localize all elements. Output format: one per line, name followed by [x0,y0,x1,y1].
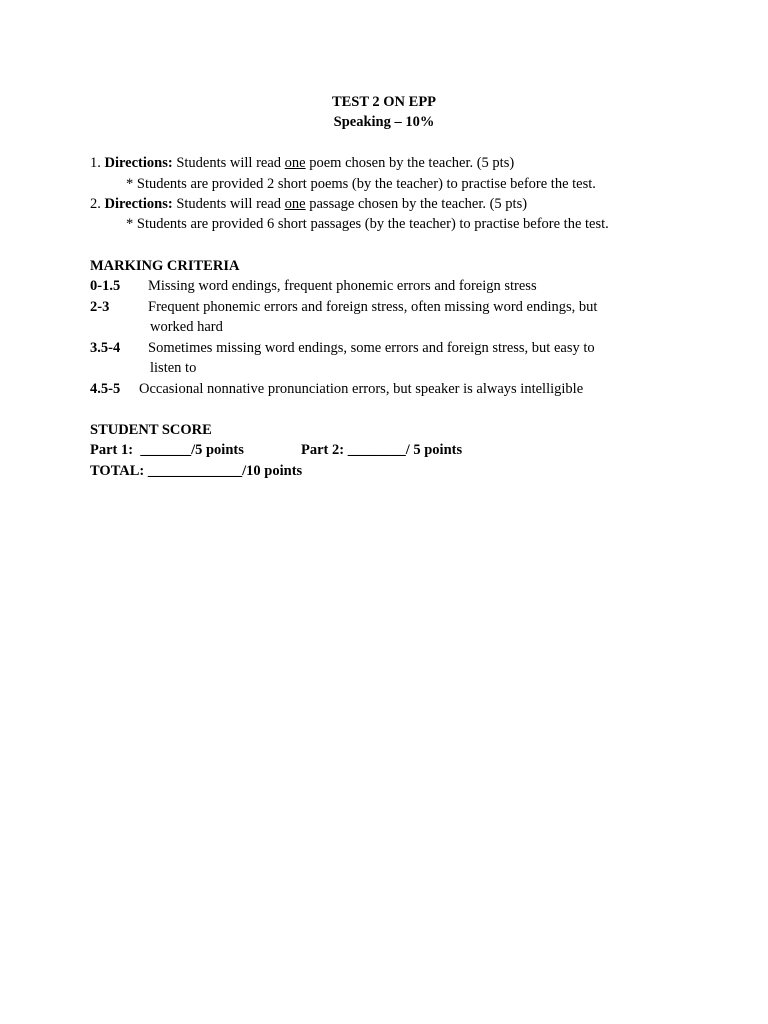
criteria-description-continued: listen to [150,360,197,376]
criteria-range: 0-1.5 [90,278,121,294]
direction-1 [90,153,514,173]
direction-text: poem chosen by the teacher. (5 pts) [305,155,515,171]
score-part-2: Part 2: ________/ 5 points [301,442,463,458]
direction-1-note: * Students are provided 2 short poems (by the teacher) to practise before the test. [126,176,596,192]
criteria-description-continued: worked hard [150,319,223,335]
direction-text: passage chosen by the teacher. (5 pts) [305,196,528,212]
criteria-range: 3.5-4 [90,340,121,356]
criteria-range: 2-3 [90,299,110,315]
direction-number: 2. [90,196,101,212]
criteria-description: Missing word endings, frequent phonemic errors and foreign stress [148,278,537,294]
criteria-description: Frequent phonemic errors and foreign stress, often missing word endings, but [148,299,598,315]
direction-text: Students will read [176,196,285,212]
direction-text: Students will read [176,155,285,171]
direction-number: 1. [90,155,101,171]
student-score-heading: STUDENT SCORE [90,422,212,438]
marking-criteria-heading: MARKING CRITERIA [90,258,240,274]
direction-label: Directions: [104,196,173,212]
direction-emphasis: one [284,155,306,171]
direction-2-note: * Students are provided 6 short passages (by the teacher) to practise before the test. [126,216,609,232]
criteria-description: Sometimes missing word endings, some errors and foreign stress, but easy to [148,340,595,356]
score-part-1: Part 1: _______/5 points [90,442,244,458]
document-title: TEST 2 ON EPP [331,94,437,110]
direction-emphasis: one [284,196,306,212]
direction-label: Directions: [104,155,173,171]
direction-2 [90,194,527,214]
criteria-range: 4.5-5 [90,381,121,397]
document-subtitle: Speaking – 10% [333,114,435,130]
score-total: TOTAL: _____________/10 points [90,463,303,479]
criteria-description: Occasional nonnative pronunciation errors, but speaker is always intelligible [139,381,584,397]
